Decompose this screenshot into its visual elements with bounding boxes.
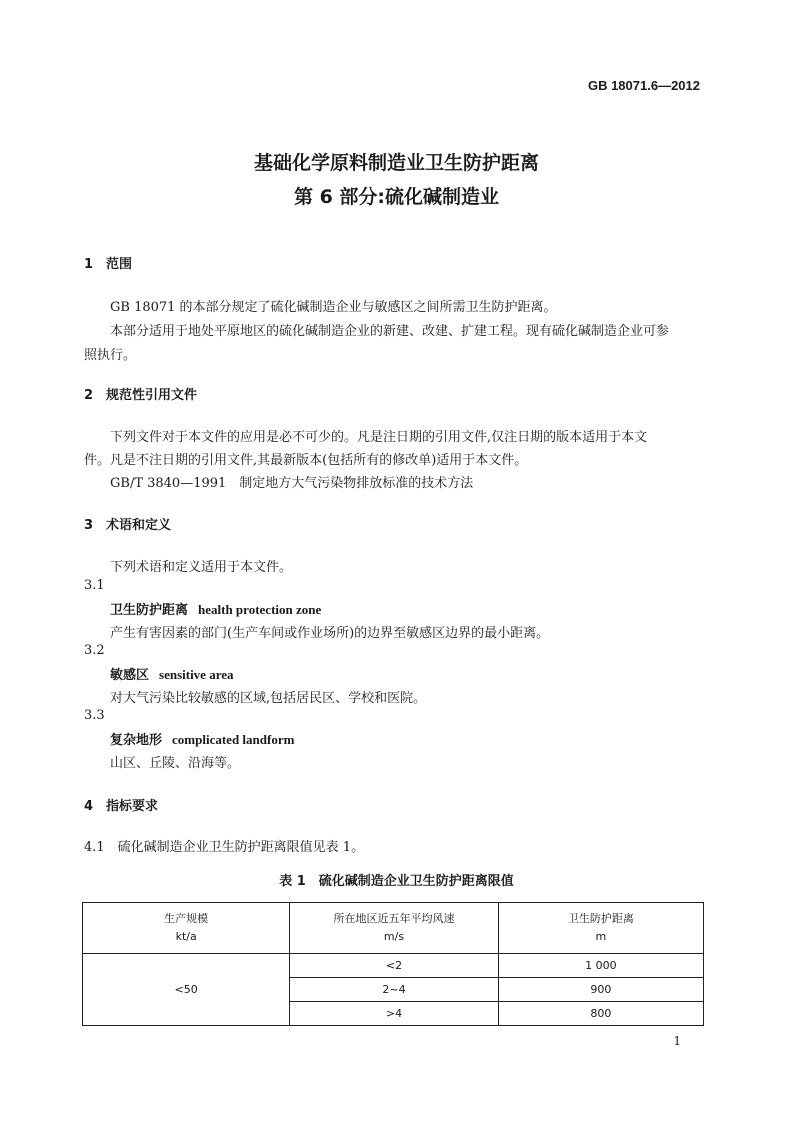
header-cell-distance bbox=[498, 903, 703, 954]
term-entry bbox=[110, 729, 294, 748]
distance-cell: 800 bbox=[498, 1002, 703, 1026]
term-number: 3.1 bbox=[84, 578, 105, 593]
scale-cell: <50 bbox=[83, 954, 290, 1026]
section-3-heading bbox=[84, 514, 171, 533]
term-definition: 对大气污染比较敏感的区域,包括居民区、学校和医院。 bbox=[110, 691, 427, 706]
term-en: health protection zone bbox=[198, 602, 322, 617]
document-title-line1: 基础化学原料制造业卫生防护距离 bbox=[253, 152, 539, 174]
wind-cell: 2~4 bbox=[290, 978, 498, 1002]
table-header-row bbox=[83, 903, 704, 954]
section-4-heading bbox=[84, 795, 158, 814]
header-label: 所在地区近五年平均风速 bbox=[333, 912, 455, 925]
normative-reference: GB/T 3840—1991 制定地方大气污染物排放标准的技术方法 bbox=[110, 476, 474, 491]
section-number: 2 bbox=[84, 388, 94, 403]
term-definition: 产生有害因素的部门(生产车间或作业场所)的边界至敏感区边界的最小距离。 bbox=[110, 626, 550, 641]
term-en: complicated landform bbox=[172, 732, 295, 747]
subclause-4-1: 4.1 硫化碱制造企业卫生防护距离限值见表 1。 bbox=[84, 840, 365, 855]
header-unit: kt/a bbox=[175, 930, 197, 943]
paragraph: 下列文件对于本文件的应用是必不可少的。凡是注日期的引用文件,仅注日期的版本适用于本文 bbox=[110, 430, 648, 445]
standard-number: GB 18071.6—2012 bbox=[587, 78, 700, 93]
distance-limits-table bbox=[82, 902, 704, 1026]
paragraph-continuation: 件。凡是不注日期的引用文件,其最新版本(包括所有的修改单)适用于本文件。 bbox=[84, 453, 528, 468]
wind-cell: <2 bbox=[290, 954, 498, 978]
section-number: 3 bbox=[84, 518, 94, 533]
paragraph: 下列术语和定义适用于本文件。 bbox=[110, 560, 293, 575]
table-row bbox=[83, 954, 704, 978]
distance-cell: 900 bbox=[498, 978, 703, 1002]
document-title-line2: 第 6 部分:硫化碱制造业 bbox=[293, 186, 500, 208]
section-number: 4 bbox=[84, 799, 94, 814]
term-en: sensitive area bbox=[159, 667, 234, 682]
section-title: 术语和定义 bbox=[106, 518, 172, 533]
page-number: 1 bbox=[673, 1034, 681, 1048]
term-cn: 敏感区 bbox=[110, 668, 150, 683]
paragraph: GB 18071 的本部分规定了硫化碱制造企业与敏感区之间所需卫生防护距离。 bbox=[110, 300, 557, 315]
paragraph: 本部分适用于地处平原地区的硫化碱制造企业的新建、改建、扩建工程。现有硫化碱制造企业可参 bbox=[110, 324, 670, 339]
term-number: 3.2 bbox=[84, 643, 105, 658]
section-2-heading bbox=[84, 384, 197, 403]
term-entry bbox=[110, 599, 321, 618]
header-unit: m bbox=[595, 930, 607, 943]
header-label: 卫生防护距离 bbox=[567, 912, 634, 925]
wind-cell: >4 bbox=[290, 1002, 498, 1026]
table-caption: 表 1 硫化碱制造企业卫生防护距离限值 bbox=[279, 874, 514, 889]
section-1-heading bbox=[84, 253, 132, 272]
term-cn: 卫生防护距离 bbox=[110, 603, 189, 618]
section-title: 指标要求 bbox=[106, 799, 159, 814]
header-cell-scale bbox=[83, 903, 290, 954]
term-definition: 山区、丘陵、沿海等。 bbox=[110, 756, 241, 771]
term-cn: 复杂地形 bbox=[110, 733, 163, 748]
term-entry bbox=[110, 664, 234, 683]
header-label: 生产规模 bbox=[164, 912, 209, 925]
header-unit: m/s bbox=[383, 930, 405, 943]
header-cell-wind bbox=[290, 903, 498, 954]
term-number: 3.3 bbox=[84, 708, 105, 723]
section-title: 范围 bbox=[106, 257, 133, 272]
paragraph-continuation: 照执行。 bbox=[84, 348, 137, 363]
distance-cell: 1 000 bbox=[498, 954, 703, 978]
section-title: 规范性引用文件 bbox=[106, 388, 198, 403]
section-number: 1 bbox=[84, 257, 94, 272]
